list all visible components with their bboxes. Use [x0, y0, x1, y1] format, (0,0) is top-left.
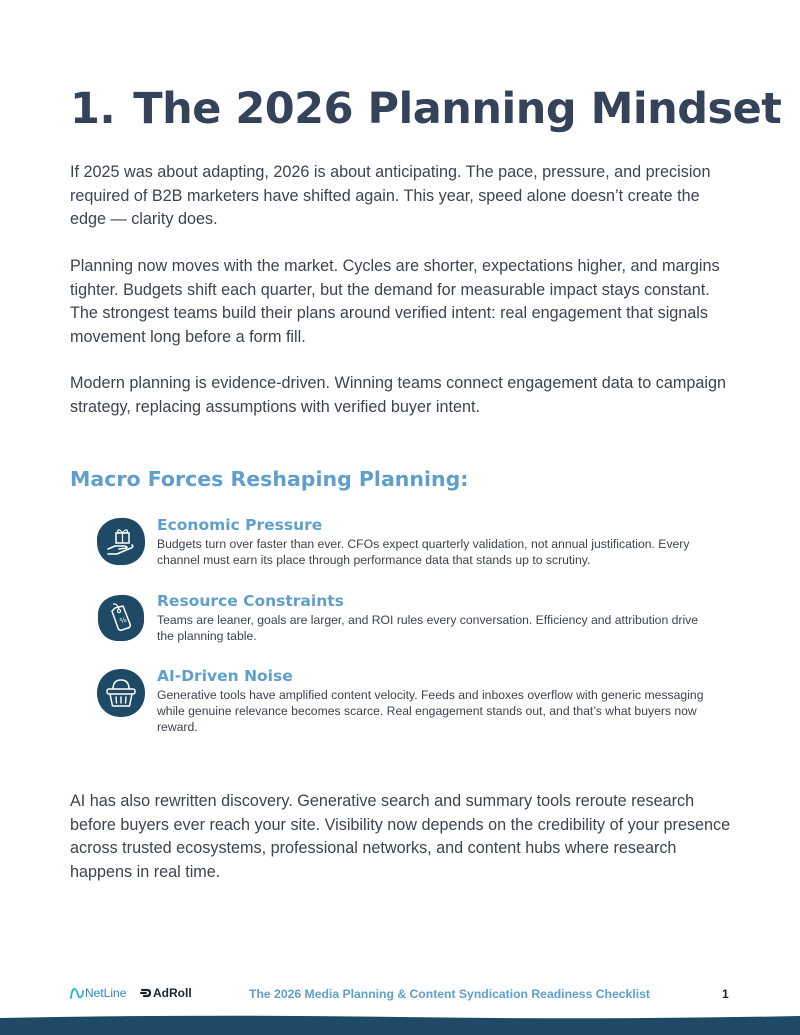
force-description: Teams are leaner, goals are larger, and ROI rules every conversation. Efficiency and attribution drive the planning table.	[157, 613, 699, 643]
discovery-paragraph: AI has also rewritten discovery. Generative search and summary tools reroute research before buyers ever reach your site. Visibility now depends on the credibility of your presence across trusted ecosystems, professional networks, and content hubs where research happens in real time.	[70, 792, 731, 881]
evidence-paragraph: Modern planning is evidence-driven. Winning teams connect engagement data to campaign strategy, replacing assumptions with verified buyer intent.	[70, 374, 726, 416]
price-tag-icon	[95, 592, 147, 644]
force-title: AI-Driven Noise	[157, 667, 293, 685]
footer-document-title: The 2026 Media Planning & Content Syndication Readiness Checklist	[249, 987, 650, 1001]
page-title	[70, 84, 781, 134]
footer-band	[0, 1005, 800, 1035]
adroll-mark-icon	[140, 987, 152, 999]
force-description: Generative tools have amplified content velocity. Feeds and inboxes overflow with generic messaging while genuine relevance becomes scarce. Real engagement stands out, and that’s what buyers now reward.	[157, 688, 704, 734]
svg-text:%: %	[118, 615, 128, 626]
adroll-logo	[140, 986, 192, 1000]
force-description: Budgets turn over faster than ever. CFOs expect quarterly validation, not annual justification. Every channel must earn its place through performance data that stands up to scrutiny.	[157, 537, 690, 567]
netline-mark-icon	[70, 987, 84, 999]
force-title: Resource Constraints	[157, 592, 344, 610]
intro-paragraph: If 2025 was about adapting, 2026 is about anticipating. The pace, pressure, and precision required of B2B marketers have shifted again. This year, speed alone doesn’t create the edge — clarity does.	[70, 163, 711, 228]
hand-gift-icon	[95, 516, 147, 568]
force-title: Economic Pressure	[157, 516, 323, 534]
section-number: 1.	[70, 84, 116, 134]
page-number: 1	[722, 987, 729, 1001]
planning-paragraph: Planning now moves with the market. Cycles are shorter, expectations higher, and margins tighter. Budgets shift each quarter, but the demand for measurable impact stays constant. The strongest teams build their plans around verified intent: real engagement that signals movement long before a form fill.	[70, 257, 720, 346]
netline-logo	[70, 986, 126, 1000]
section-heading: Macro Forces Reshaping Planning:	[70, 467, 469, 491]
shopping-basket-icon	[95, 667, 147, 719]
netline-logo-text: NetLine	[85, 986, 127, 1000]
section-title: The 2026 Planning Mindset	[133, 84, 782, 134]
adroll-logo-text: AdRoll	[153, 986, 192, 1000]
